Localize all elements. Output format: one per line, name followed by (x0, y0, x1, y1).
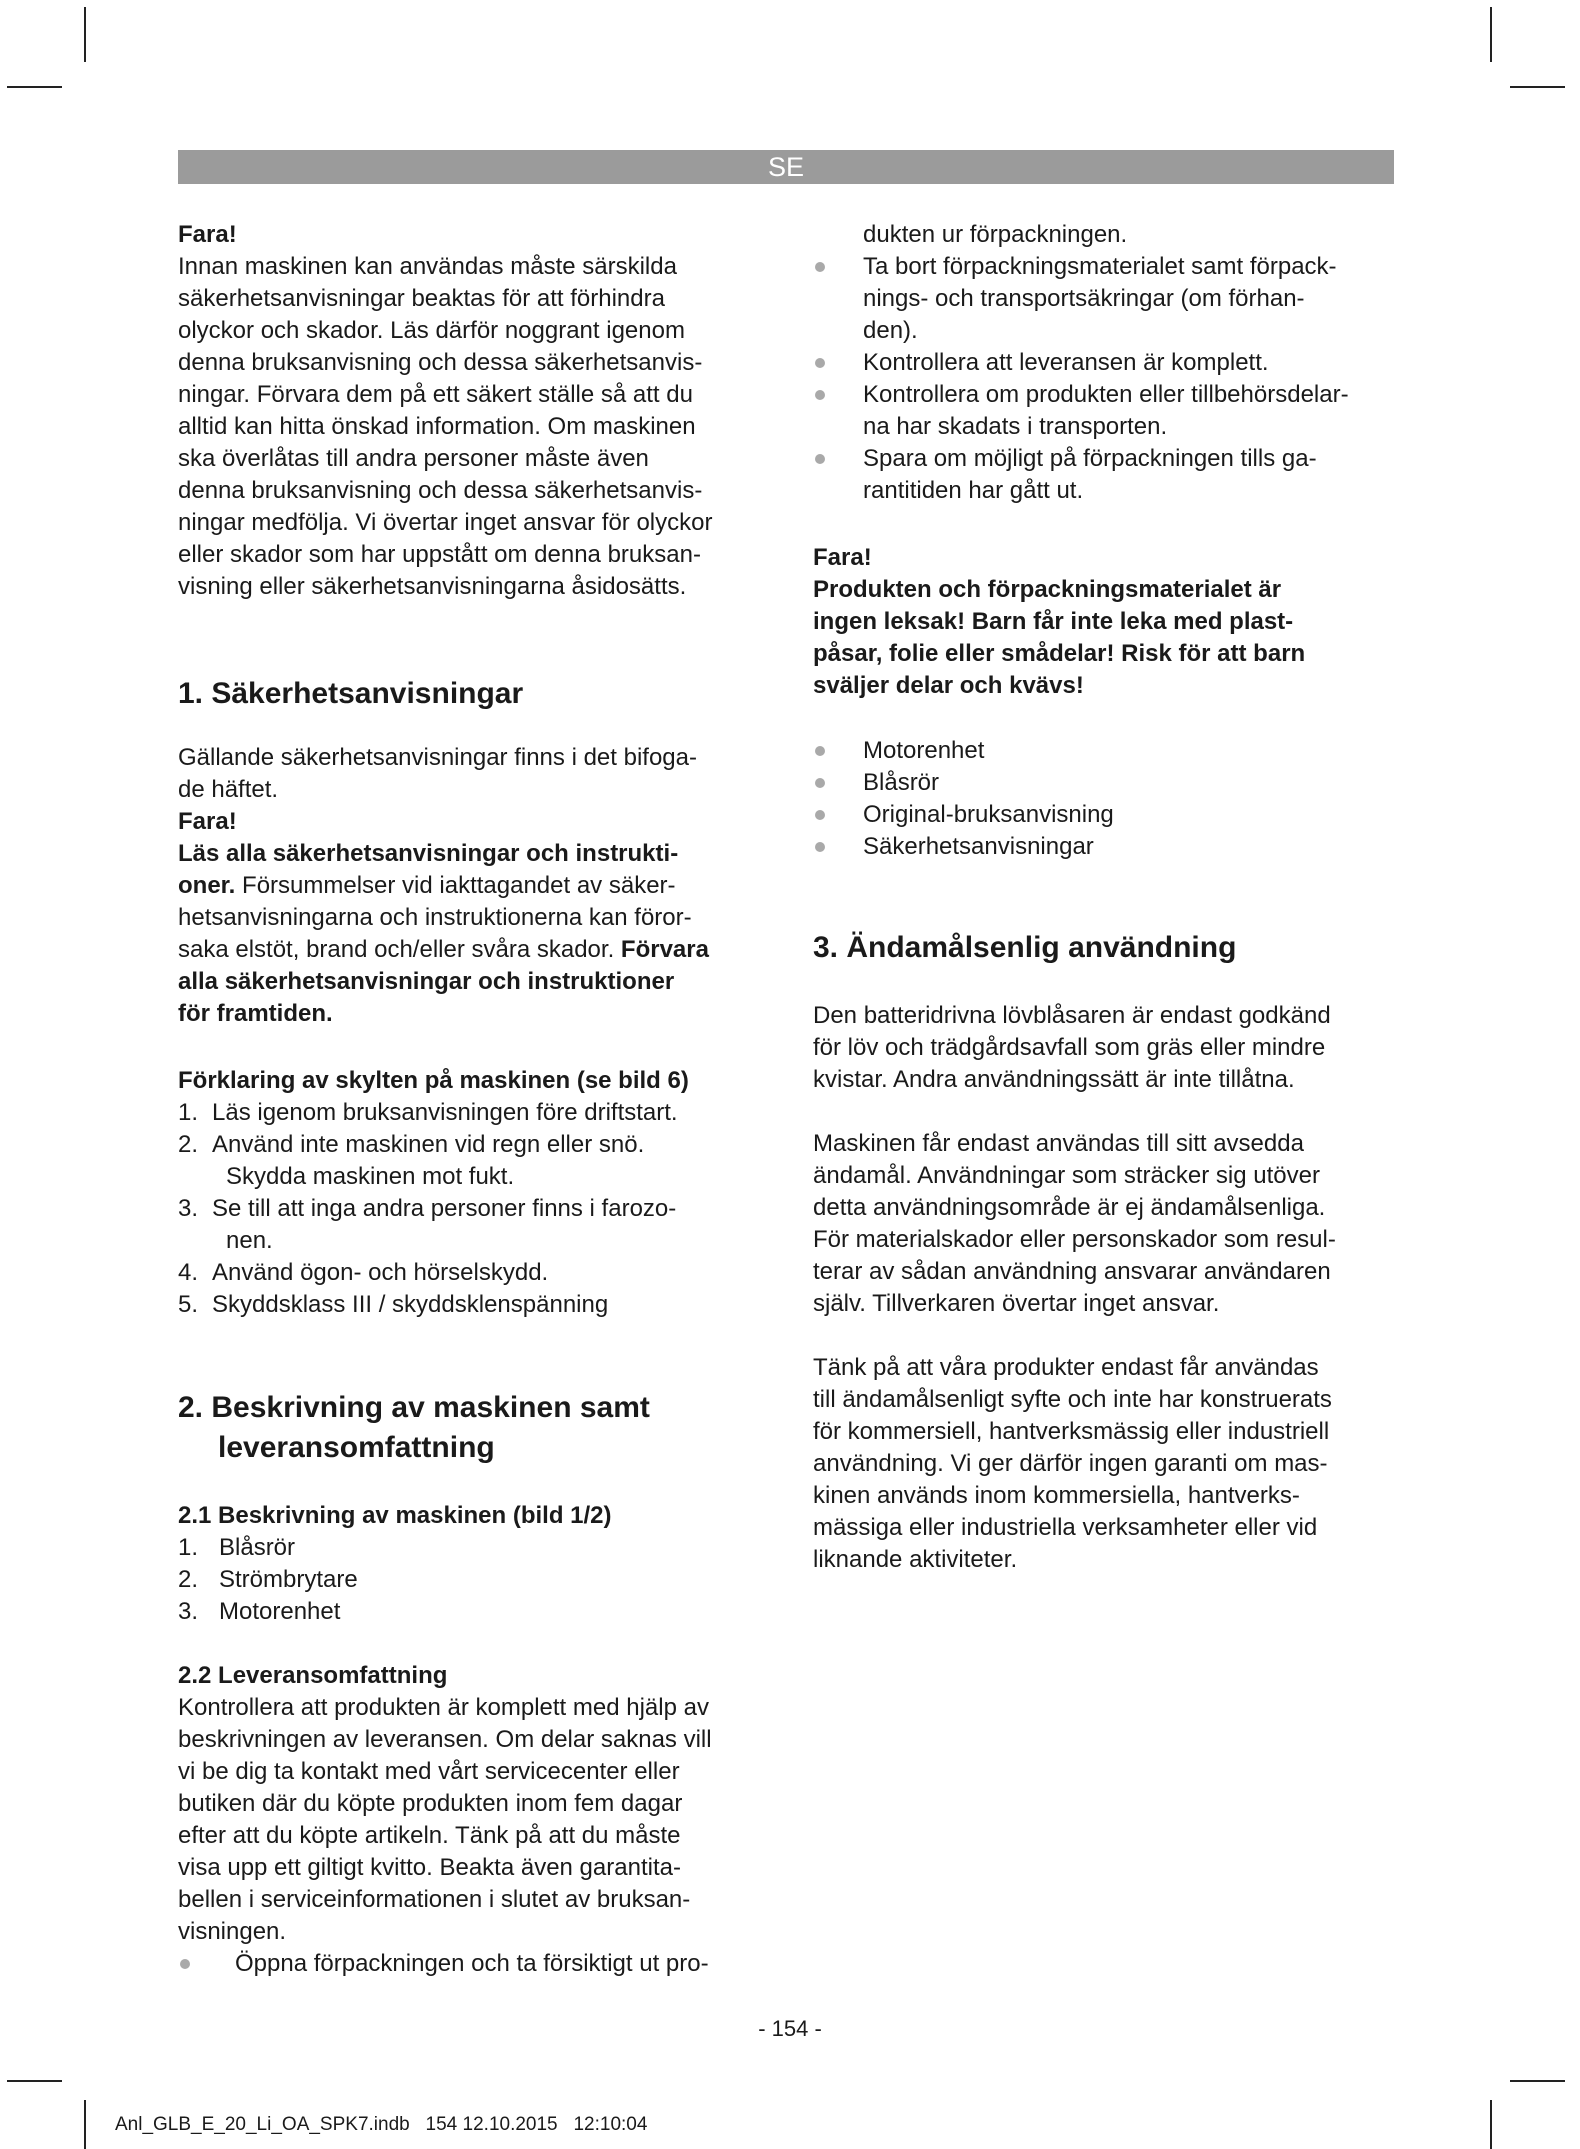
intended-use-paragraph-2 (813, 1128, 1423, 1320)
bullet-icon (180, 1959, 190, 1969)
text-line (178, 251, 778, 283)
text-line (813, 1192, 1423, 1224)
text-line (178, 443, 778, 475)
text-line (813, 1160, 1423, 1192)
text: Säkerhetsanvisningar (863, 833, 1094, 860)
text-line (813, 283, 1423, 315)
text: Blåsrör (219, 1534, 296, 1561)
text: kvistar. Andra användningssätt är inte tillåtna. (813, 1066, 1295, 1093)
bullet-icon (815, 390, 825, 400)
text-line (178, 870, 778, 902)
crop-mark-top-left-h (7, 86, 62, 88)
text: Gällande säkerhetsanvisningar finns i det bifoga- (178, 744, 697, 771)
text-line (178, 507, 778, 539)
bullet-icon (815, 262, 825, 272)
machine-description (178, 1500, 778, 1628)
text-line (813, 219, 1423, 251)
text: användning. Vi ger därför ingen garanti om mas- (813, 1450, 1328, 1477)
text-line (813, 670, 1423, 702)
text-line (813, 1384, 1423, 1416)
text: Se till att inga andra personer finns i farozo- (212, 1195, 677, 1222)
text: ningar medfölja. Vi övertar inget ansvar för olyckor (178, 509, 713, 536)
text-line (178, 742, 778, 774)
text: Använd inte maskinen vid regn eller snö. (212, 1131, 645, 1158)
bold-text: alla säkerhetsanvisningar och instruktioner (178, 968, 675, 995)
text-line (178, 347, 778, 379)
text-line (178, 1065, 778, 1097)
bold-text: 2.1 Beskrivning av maskinen (bild 1/2) (178, 1502, 612, 1529)
language-header-bar: SE (178, 150, 1394, 184)
text-line (178, 475, 778, 507)
crop-mark-bottom-right-v (1490, 2100, 1492, 2149)
text-line (813, 1544, 1423, 1576)
machine-label-legend (178, 1065, 778, 1321)
text-line (813, 542, 1423, 574)
text-line (813, 1512, 1423, 1544)
bullet-icon (815, 842, 825, 852)
bullet-item (813, 799, 1423, 831)
text-line (178, 934, 778, 966)
numbered-item (178, 1257, 778, 1289)
text: Motorenhet (219, 1598, 341, 1625)
list-number: 1. (178, 1534, 199, 1561)
numbered-item (178, 1193, 778, 1225)
text: bellen i serviceinformationen i slutet av bruksan- (178, 1886, 691, 1913)
list-number: 2. (178, 1131, 199, 1158)
bullet-item (813, 735, 1423, 767)
print-footer: Anl_GLB_E_20_Li_OA_SPK7.indb 154 12.10.2015 12:10:04 (115, 2114, 648, 2135)
text: Innan maskinen kan användas måste särskilda (178, 253, 677, 280)
text: Läs igenom bruksanvisningen före driftstart. (212, 1099, 678, 1126)
intended-use-paragraph-1 (813, 1000, 1423, 1096)
section-3-heading (813, 928, 1423, 968)
text: alltid kan hitta önskad information. Om maskinen (178, 413, 696, 440)
section-2-heading (178, 1388, 778, 1468)
unpacking-steps (813, 219, 1423, 507)
bullet-item (813, 251, 1423, 283)
text: dukten ur förpackningen. (863, 221, 1128, 248)
text-line (178, 1788, 778, 1820)
text: Kontrollera att leveransen är komplett. (863, 349, 1269, 376)
section-1-heading (178, 674, 778, 714)
text: butiken där du köpte produkten inom fem dagar (178, 1790, 683, 1817)
text: terar av sådan användning ansvarar användaren (813, 1258, 1331, 1285)
text-line (813, 1448, 1423, 1480)
bold-text: Förklaring av skylten på maskinen (se bild 6) (178, 1067, 689, 1094)
text: olyckor och skador. Läs därför noggrant igenom (178, 317, 685, 344)
bold-text: Läs alla säkerhetsanvisningar och instrukti- (178, 840, 679, 867)
bold-text: Fara! (813, 544, 872, 571)
text: denna bruksanvisning och dessa säkerhetsanvis- (178, 477, 703, 504)
text: Kontrollera om produkten eller tillbehörsdelar- (863, 381, 1349, 408)
text: visa upp ett giltigt kvitto. Beakta även garantita- (178, 1854, 681, 1881)
text-line (178, 1724, 778, 1756)
bold-text: oner. (178, 872, 236, 899)
delivery-contents-list (813, 735, 1423, 863)
text-line (178, 379, 778, 411)
packaging-danger-warning (813, 542, 1423, 702)
text-line (813, 1000, 1423, 1032)
text-line (178, 1916, 778, 1948)
text-line (178, 1884, 778, 1916)
text-line (813, 315, 1423, 347)
text-line (178, 838, 778, 870)
list-number: 5. (178, 1291, 199, 1318)
text-line (813, 1480, 1423, 1512)
bold-text: sväljer delar och kvävs! (813, 672, 1084, 699)
intended-use-paragraph-3 (813, 1352, 1423, 1576)
text-line (178, 539, 778, 571)
text: Skyddsklass III / skyddsklenspänning (212, 1291, 609, 1318)
safety-instructions-text (178, 742, 778, 1030)
text: För materialskador eller personskador som resul- (813, 1226, 1336, 1253)
bold-text: 2.2 Leveransomfattning (178, 1662, 448, 1689)
bold-text: Fara! (178, 221, 237, 248)
numbered-item (178, 1564, 778, 1596)
bullet-item (813, 379, 1423, 411)
text: ska överlåtas till andra personer måste även (178, 445, 649, 472)
text-line (813, 638, 1423, 670)
text: själv. Tillverkaren övertar inget ansvar. (813, 1290, 1220, 1317)
text-line (813, 1416, 1423, 1448)
crop-mark-bottom-left-v (84, 2100, 86, 2149)
text: liknande aktiviteter. (813, 1546, 1018, 1573)
text: Skydda maskinen mot fukt. (226, 1163, 515, 1190)
text: Tänk på att våra produkter endast får användas (813, 1354, 1319, 1381)
text: nings- och transportsäkringar (om förhan- (863, 285, 1305, 312)
text: Kontrollera att produkten är komplett med hjälp av (178, 1694, 709, 1721)
text: Motorenhet (863, 737, 985, 764)
text: visningen. (178, 1918, 287, 1945)
heading-line: 1. Säkerhetsanvisningar (178, 677, 524, 710)
numbered-item (178, 1097, 778, 1129)
list-number: 4. (178, 1259, 199, 1286)
numbered-item (178, 1596, 778, 1628)
numbered-item (178, 1289, 778, 1321)
text: efter att du köpte artikeln. Tänk på att du måste (178, 1822, 681, 1849)
text: nen. (226, 1227, 273, 1254)
text-line (813, 475, 1423, 507)
bold-text: Fara! (178, 808, 237, 835)
list-number: 3. (178, 1195, 199, 1222)
text: beskrivningen av leveransen. Om delar saknas vill (178, 1726, 712, 1753)
heading-line: 3. Ändamålsenlig användning (813, 931, 1237, 964)
text: ningar. Förvara dem på ett säkert ställe så att du (178, 381, 693, 408)
text-line (178, 1660, 778, 1692)
text: Blåsrör (863, 769, 940, 796)
text-line (178, 1852, 778, 1884)
numbered-item (178, 1532, 778, 1564)
text: till ändamålsenligt syfte och inte har konstruerats (813, 1386, 1332, 1413)
text: rantitiden har gått ut. (863, 477, 1084, 504)
text: för löv och trädgårdsavfall som gräs eller mindre (813, 1034, 1326, 1061)
text: Försummelser vid iakttagandet av säker- (235, 872, 676, 899)
intro-warning (178, 219, 778, 603)
text-line (178, 283, 778, 315)
numbered-item (178, 1129, 778, 1161)
text: säkerhetsanvisningar beaktas för att förhindra (178, 285, 665, 312)
bold-text: för framtiden. (178, 1000, 333, 1027)
text: för kommersiell, hantverksmässig eller industriell (813, 1418, 1330, 1445)
text-line (813, 1352, 1423, 1384)
text-line (813, 1224, 1423, 1256)
bold-text: ingen leksak! Barn får inte leka med plast- (813, 608, 1294, 635)
text-line (813, 1128, 1423, 1160)
text-line (813, 1256, 1423, 1288)
bold-text: Produkten och förpackningsmaterialet är (813, 576, 1282, 603)
bullet-item (813, 831, 1423, 863)
text: Maskinen får endast användas till sitt avsedda (813, 1130, 1304, 1157)
text-line (813, 1288, 1423, 1320)
page-number: - 154 - (758, 2016, 822, 2041)
text: detta användningsområde är ej ändamålsenliga. (813, 1194, 1326, 1221)
text-line (813, 574, 1423, 606)
bullet-item (813, 443, 1423, 475)
text-line (178, 1500, 778, 1532)
bullet-icon (815, 810, 825, 820)
text: Öppna förpackningen och ta försiktigt ut pro- (235, 1950, 709, 1977)
bold-text: påsar, folie eller smådelar! Risk för att barn (813, 640, 1306, 667)
heading-line: leveransomfattning (218, 1431, 495, 1464)
bold-text: Förvara (620, 936, 709, 963)
list-number: 3. (178, 1598, 199, 1625)
text: Original-bruksanvisning (863, 801, 1114, 828)
text-line (178, 806, 778, 838)
text-line (813, 606, 1423, 638)
list-number: 2. (178, 1566, 199, 1593)
text: den). (863, 317, 918, 344)
crop-mark-bottom-right-h (1510, 2080, 1565, 2082)
text-line (178, 1692, 778, 1724)
list-number: 1. (178, 1099, 199, 1126)
numbered-item (178, 1225, 778, 1257)
text-line (178, 315, 778, 347)
text-line (178, 411, 778, 443)
text-line (813, 1064, 1423, 1096)
text: hetsanvisningarna och instruktionerna kan föror- (178, 904, 692, 931)
text: kinen används inom kommersiella, hantverks- (813, 1482, 1300, 1509)
crop-mark-bottom-left-h (7, 2080, 62, 2082)
text: Den batteridrivna lövblåsaren är endast godkänd (813, 1002, 1331, 1029)
text: eller skador som har uppstått om denna bruksan- (178, 541, 701, 568)
text: Ta bort förpackningsmaterialet samt förpack- (863, 253, 1337, 280)
text-line (178, 219, 778, 251)
text-line (178, 998, 778, 1030)
text: na har skadats i transporten. (863, 413, 1168, 440)
bullet-icon (815, 454, 825, 464)
text: de häftet. (178, 776, 279, 803)
text: denna bruksanvisning och dessa säkerhetsanvis- (178, 349, 703, 376)
crop-mark-top-right-v (1490, 7, 1492, 62)
bullet-item (813, 347, 1423, 379)
text-line (813, 411, 1423, 443)
bullet-icon (815, 746, 825, 756)
text-line (813, 1032, 1423, 1064)
numbered-item (178, 1161, 778, 1193)
bullet-item (178, 1948, 778, 1980)
bullet-icon (815, 778, 825, 788)
text-line (178, 1756, 778, 1788)
bullet-item (813, 767, 1423, 799)
crop-mark-top-left-v (84, 7, 86, 62)
text-line (178, 571, 778, 603)
text: ändamål. Användningar som sträcker sig utöver (813, 1162, 1320, 1189)
text: mässiga eller industriella verksamheter eller vid (813, 1514, 1318, 1541)
text: vi be dig ta kontakt med vårt servicecenter eller (178, 1758, 680, 1785)
text-line (178, 1820, 778, 1852)
crop-mark-top-right-h (1510, 86, 1565, 88)
text: Spara om möjligt på förpackningen tills ga- (863, 445, 1317, 472)
text: visning eller säkerhetsanvisningarna åsidosätts. (178, 573, 687, 600)
text: Strömbrytare (219, 1566, 358, 1593)
text-line (178, 966, 778, 998)
text: Använd ögon- och hörselskydd. (212, 1259, 549, 1286)
scope-of-delivery (178, 1660, 778, 1980)
text-line (178, 774, 778, 806)
text: saka elstöt, brand och/eller svåra skador. (178, 936, 621, 963)
bullet-icon (815, 358, 825, 368)
text-line (178, 902, 778, 934)
heading-line: 2. Beskrivning av maskinen samt (178, 1391, 650, 1424)
